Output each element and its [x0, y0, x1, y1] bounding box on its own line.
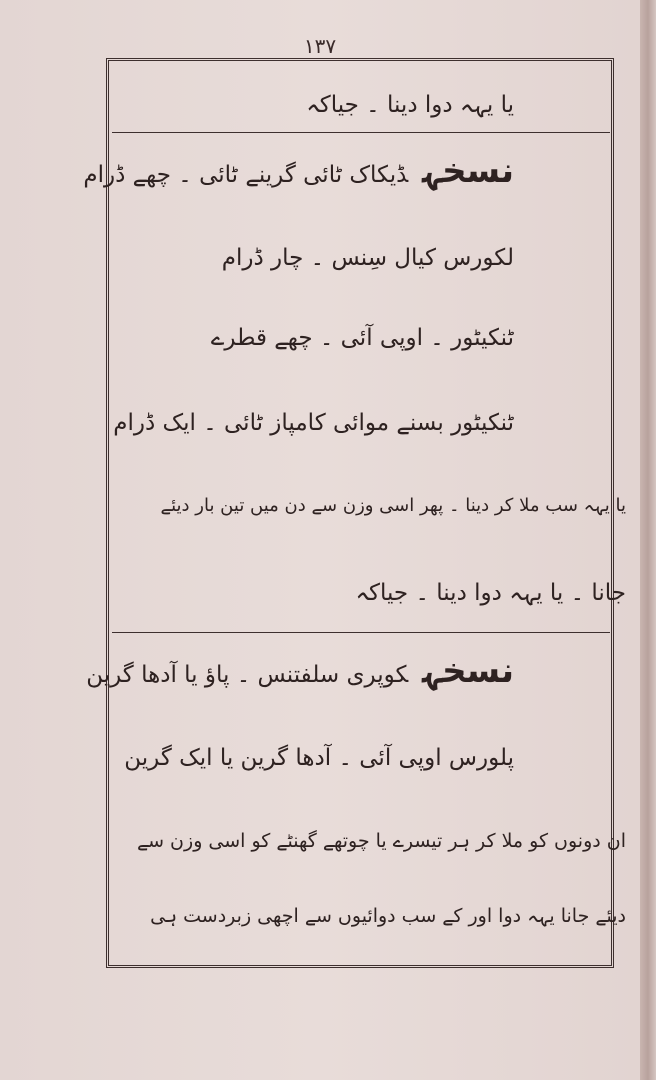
prescription-label: نسخہ — [422, 651, 514, 691]
line-text: لکورس کیال سِنس ۔ چار ڈرام — [221, 245, 514, 271]
text-line-8 — [86, 650, 514, 691]
prescription-label: نسخہ — [422, 151, 514, 191]
line-text: ان دونوں کو ملا کر ہر تیسرے یا چوتھے گھنٹے کو اسی وزن سے — [136, 830, 626, 852]
line-text: دیئے جانا یہہ دوا اور کے سب دوائیوں سے اچھی زبردست ہی — [150, 905, 626, 927]
line-text: کوپری سلفتنس ۔ پاؤ یا آدھا گرین — [86, 662, 409, 688]
text-line-4 — [211, 325, 514, 351]
line-text: ڈیکاک ٹائی گرینے ٹائی ۔ چھے ڈرام — [83, 162, 409, 188]
line-text: پلورس اوپی آئی ۔ آدھا گرین یا ایک گرین — [124, 745, 514, 771]
text-line-1 — [306, 92, 514, 118]
line-text: ٹنکیٹور بسنے موائی کامپاز ٹائی ۔ ایک ڈرام — [113, 410, 514, 436]
text-line-7 — [356, 580, 626, 606]
text-line-3 — [222, 245, 514, 271]
text-line-5 — [113, 410, 514, 436]
text-line-11 — [150, 905, 626, 927]
text-line-10 — [137, 830, 626, 852]
text-line-6 — [161, 495, 626, 516]
text-line-2 — [83, 150, 514, 191]
divider-rule — [112, 632, 610, 633]
line-text: ٹنکیٹور ۔ اوپی آئی ۔ چھے قطرے — [210, 325, 514, 351]
text-line-9 — [124, 745, 514, 771]
page-number: ۱۳۷ — [303, 34, 337, 58]
line-text: جانا ۔ یا یہہ دوا دینا ۔ جیاکہ — [355, 580, 626, 606]
line-text: یا یہہ دوا دینا ۔ جیاکہ — [306, 92, 514, 118]
divider-rule — [112, 132, 610, 133]
book-spine — [640, 0, 656, 1080]
line-text: یا یہہ سب ملا کر دینا ۔ پھر اسی وزن سے دن میں تین بار دیئے — [160, 495, 626, 516]
